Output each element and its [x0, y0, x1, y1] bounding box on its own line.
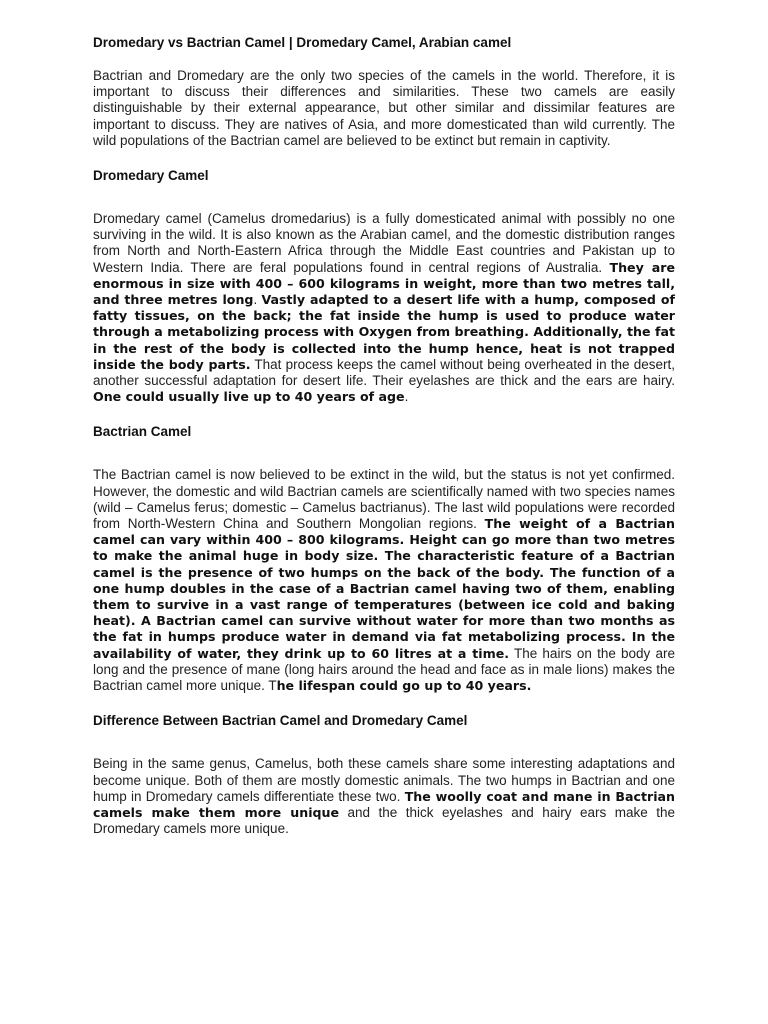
bold-run: The woolly coat and mane in Bactrian camels make them more unique	[93, 788, 675, 820]
bold-run: They are enormous in size with 400 – 600 kilograms in weight, more than two metres tall, and three metres long	[93, 259, 676, 308]
bactrian-heading: Bactrian Camel	[93, 424, 192, 440]
bold-run: One could usually live up to 40 years of age	[93, 389, 405, 405]
text-run: and the thick eyelashes and hairy ears make the Dromedary camels more unique.	[93, 804, 676, 837]
bold-run: The weight of a Bactrian camel can vary within 400 – 800 kilograms. Height can go more than two metres to make the animal huge in body size. The characteristic feature of a Bactrian camel is the presence of two humps on the back of the body. The function of a one hump doubles in the case of a Bactrian camel having two of them, enabling them to survive in a vast range of temperatures (between ice cold and baking heat). A Bactrian camel can survive without water for more than two months as the fat in humps produce water in demand via fat metabolizing process. In the availability of water, they drink up to 60 litres at a time.	[93, 516, 675, 661]
difference-heading: Difference Between Bactrian Camel and Dromedary Camel	[93, 713, 468, 729]
text-run: Dromedary camel (Camelus dromedarius) is a fully domesticated animal with possibly no one surviving in the wild. It is also known as the Arabian camel, and the domestic distribution ranges from North and North-Eastern Africa through the Middle East countries and Pakistan up to Western India. There are feral populations found in central regions of Australia.	[93, 211, 675, 275]
text-run: The Bactrian camel is now believed to be extinct in the wild, but the status is not yet confirmed. However, the domestic and wild Bactrian camels are scientifically named with two species names (wild – Camelus ferus; domestic – Camelus bactrianus). The last wild populations were recorded from North-Western China and Southern Mongolian regions.	[93, 467, 675, 532]
text-run: That process keeps the camel without being overheated in the desert, another successful adaptation for desert life. Their eyelashes are thick and the ears are hairy.	[93, 356, 675, 389]
difference-paragraph	[93, 756, 675, 837]
bold-run: Vastly adapted to a desert life with a hump, composed of fatty tissues, on the back; the fat inside the hump is used to produce water through a metabolizing process with Oxygen from breathing. Additionally, the fat in the rest of the body is collected into the hump hence, heat is not trapped inside the body parts.	[93, 292, 675, 372]
dromedary-paragraph	[93, 211, 675, 405]
bactrian-paragraph	[93, 467, 675, 694]
intro-paragraph: Bactrian and Dromedary are the only two species of the camels in the world. Therefore, it is important to discuss their differences and similarities. These two camels are easily distinguishable by their external appearance, but other similar and dissimilar features are important to discuss. They are natives of Asia, and more domesticated than wild currently. The wild populations of the Bactrian camel are believed to be extinct but remain in captivity.	[93, 68, 675, 148]
document-title: Dromedary vs Bactrian Camel | Dromedary Camel, Arabian camel	[93, 35, 512, 50]
dromedary-heading: Dromedary Camel	[93, 168, 209, 184]
text-run: The hairs on the body are long and the presence of mane (long hairs around the head and face as in male lions) makes the Bactrian camel more unique. T	[93, 645, 675, 694]
document-page	[93, 34, 675, 855]
text-run: .	[253, 292, 262, 308]
text-run: .	[404, 389, 409, 405]
bold-run: he lifespan could go up to 40 years.	[276, 678, 532, 694]
text-run: Being in the same genus, Camelus, both these camels share some interesting adaptations and become unique. Both of them are mostly domestic animals. The two humps in Bactrian and one hump in Dromedary camels differentiate these two.	[93, 756, 675, 804]
